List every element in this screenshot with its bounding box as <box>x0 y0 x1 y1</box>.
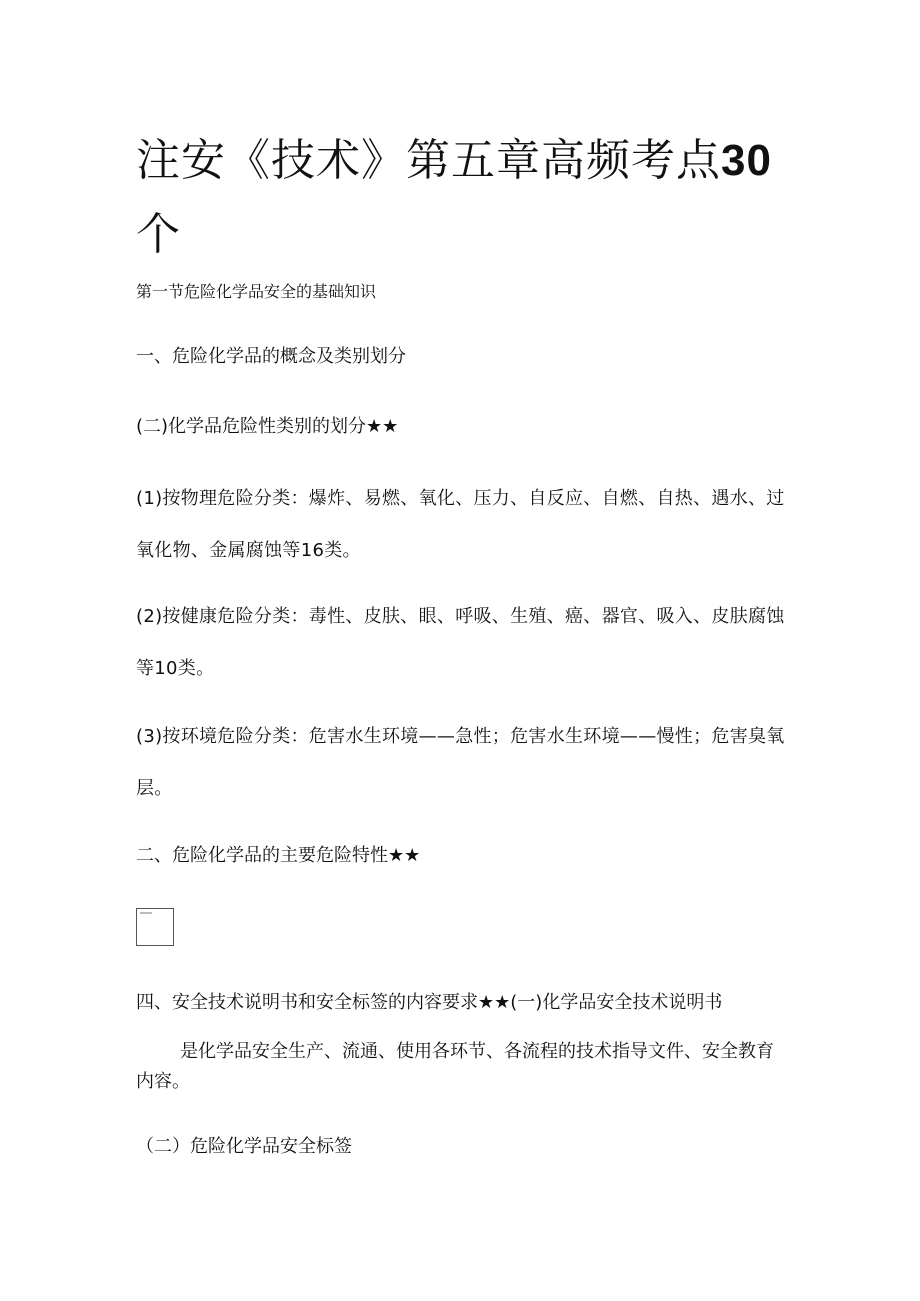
title-number: 30 <box>721 136 772 185</box>
subheading-safety-label: （二）危险化学品安全标签 <box>136 1136 352 1157</box>
heading-concept-classification: 一、危险化学品的概念及类别划分 <box>136 346 406 367</box>
title-text-continued: 个 <box>136 209 181 260</box>
document-title <box>136 124 776 272</box>
physical-hazards-paragraph: (1)按物理危险分类：爆炸、易燃、氧化、压力、自反应、自燃、自热、遇水、过氧化物、金属腐蚀等16类。 <box>136 488 785 561</box>
section-heading: 第一节危险化学品安全的基础知识 <box>136 282 377 301</box>
image-placeholder-icon <box>136 908 174 946</box>
heading-main-hazard-properties: 二、危险化学品的主要危险特性★★ <box>136 845 421 866</box>
heading-sds-label-requirements: 四、安全技术说明书和安全标签的内容要求★★(一)化学品安全技术说明书 <box>136 992 723 1013</box>
subheading-hazard-categories: (二)化学品危险性类别的划分★★ <box>136 416 399 437</box>
environmental-hazards-paragraph: (3)按环境危险分类：危害水生环境——急性；危害水生环境——慢性；危害臭氧层。 <box>136 726 785 799</box>
title-text: 注安《技术》第五章高频考点 <box>136 135 721 186</box>
health-hazards-paragraph: (2)按健康危险分类：毒性、皮肤、眼、呼吸、生殖、癌、器官、吸入、皮肤腐蚀等10类。 <box>136 606 785 679</box>
sds-description-paragraph: 是化学品安全生产、流通、使用各环节、各流程的技术指导文件、安全教育内容。 <box>136 1041 774 1092</box>
